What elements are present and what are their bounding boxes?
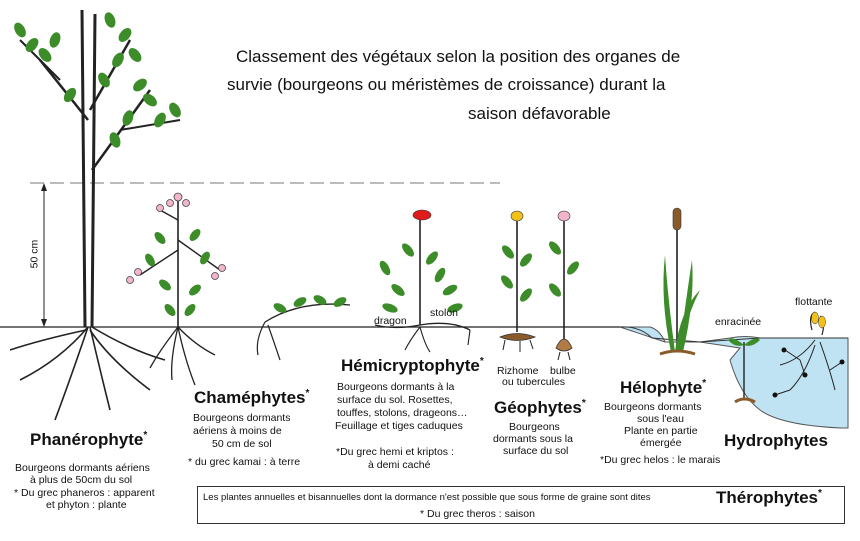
therophytes-desc: Les plantes annuelles et bisannuelles dont la dormance n'est possible que sous forme de graine sont dites — [203, 492, 651, 503]
phanerophyte-desc-1: Bourgeons dormants aériens — [15, 462, 150, 474]
phanerophyte-desc-2: à plus de 50cm du sol — [30, 474, 133, 486]
geophytes-desc-3: surface du sol — [503, 445, 569, 457]
hemicryptophyte-desc-1: Bourgeons dormants à la — [337, 381, 455, 393]
hemicryptophyte-name: Hémicryptophyte* — [341, 356, 484, 375]
hemicryptophyte-plant — [375, 210, 470, 352]
hemicryptophyte-desc-2: surface du sol. Rosettes, — [337, 394, 453, 406]
height-50cm-label: 50 cm — [28, 239, 41, 269]
helophyte-desc-1: Bourgeons dormants — [604, 401, 702, 413]
helophyte-name: Hélophyte* — [620, 378, 707, 397]
hemicryptophyte-desc-4: Feuillage et tiges caduques — [335, 420, 463, 432]
diagram-title-line-2: survie (bourgeons ou méristèmes de croissance) durant la — [227, 75, 666, 94]
geophytes-name: Géophytes* — [494, 398, 586, 417]
chamephytes-desc-2: aériens à moins de — [193, 425, 282, 437]
helophyte-desc-3: Plante en partie — [624, 425, 698, 437]
label-stolon: stolon — [430, 307, 459, 319]
phanerophyte-etymology-2: et phyton : plante — [46, 499, 127, 511]
phanerophyte-tree — [10, 10, 183, 420]
chamephyte-shrub — [127, 193, 226, 385]
helophyte-desc-2: sous l'eau — [637, 413, 684, 425]
chamephytes-desc-3: 50 cm de sol — [212, 438, 272, 450]
label-flottante: flottante — [795, 296, 833, 308]
diagram-title-line-3: saison défavorable — [468, 104, 611, 123]
chamephytes-name: Chaméphytes* — [194, 388, 310, 407]
therophytes-etymology: * Du grec theros : saison — [420, 508, 535, 520]
diagram-title-line-1: Classement des végétaux selon la position des organes de — [236, 47, 681, 66]
chamephytes-desc-1: Bourgeons dormants — [193, 412, 291, 424]
helophyte-desc-4: émergée — [640, 437, 682, 449]
therophytes-name: Thérophytes* — [716, 488, 822, 507]
hemicryptophyte-etymology-1: *Du grec hemi et kriptos : — [336, 446, 454, 458]
phanerophyte-etymology-1: * Du grec phaneros : apparent — [14, 487, 155, 499]
phanerophyte-name: Phanérophyte* — [30, 430, 148, 449]
geophytes-desc-2: dormants sous la — [493, 433, 573, 445]
chamephytes-etymology: * du grec kamai : à terre — [188, 456, 301, 468]
hydrophytes-name: Hydrophytes — [724, 431, 828, 450]
helophyte-cattail — [660, 208, 700, 354]
label-tubercules: ou tubercules — [502, 376, 566, 388]
hemicryptophyte-desc-3: touffes, stolons, drageons… — [337, 407, 468, 419]
hemicryptophyte-etymology-2: à demi caché — [368, 459, 431, 471]
helophyte-etymology: *Du grec helos : le marais — [600, 454, 721, 466]
label-rhizome: Rizhome — [497, 365, 539, 377]
geophyte-bulb-plant — [547, 211, 581, 360]
geophyte-rhizome-plant — [499, 211, 535, 352]
label-bulbe: bulbe — [550, 365, 576, 377]
label-enracinee: enracinée — [715, 316, 762, 328]
geophytes-desc-1: Bourgeons — [509, 421, 560, 433]
label-dragon: dragon — [374, 315, 407, 327]
